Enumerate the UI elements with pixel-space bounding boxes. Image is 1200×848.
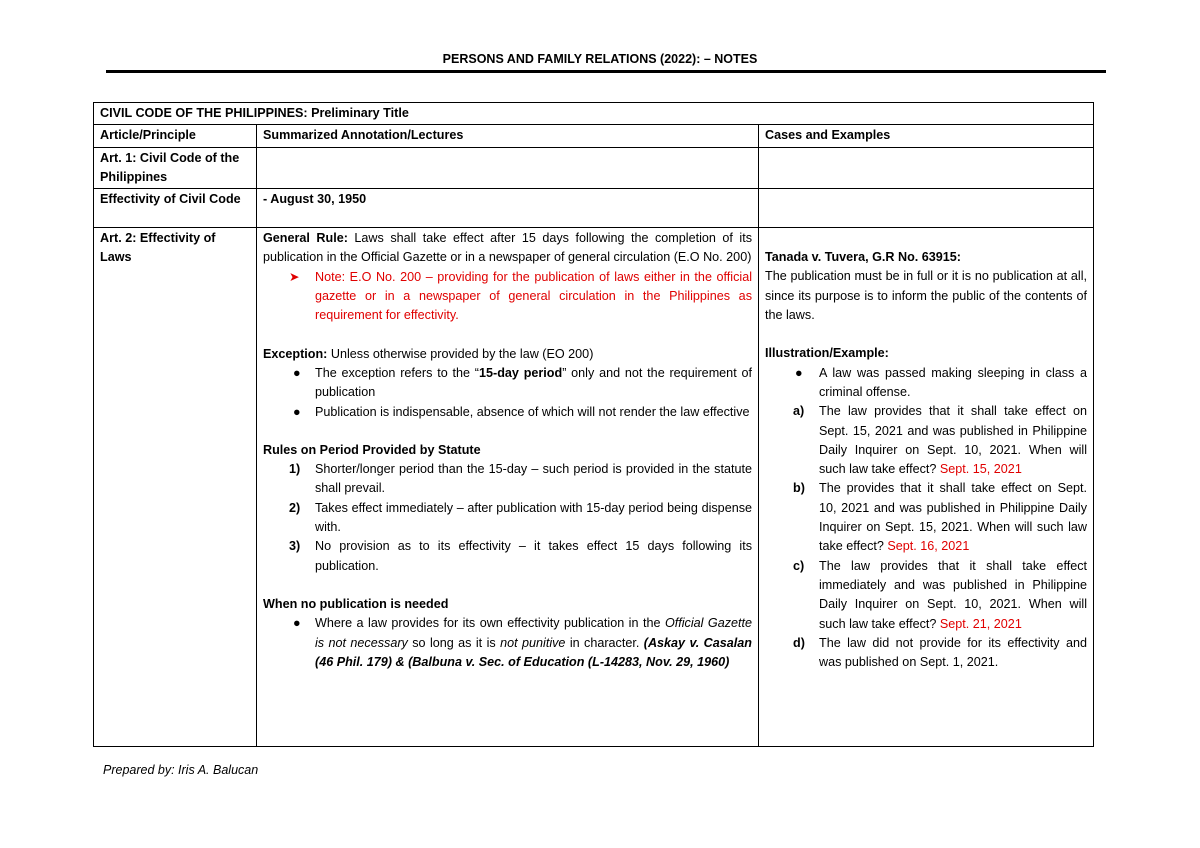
list-item: [263, 499, 752, 538]
item-text: The provides that it shall take effect on Sept. 10, 2021 and was published in Philippine Daily Inquirer on Sept. 15, 2021. When will such law take effect?: [819, 481, 1088, 554]
case-title: Tanada v. Tuvera, G.R No. 63915:: [765, 250, 961, 265]
example-answer: Sept. 21, 2021: [939, 616, 1022, 631]
row-effectivity-annotation: - August 30, 1950: [257, 189, 759, 228]
list-number: 3): [289, 539, 301, 554]
illustration-list: [765, 364, 1087, 403]
bullet-icon: ●: [293, 404, 301, 419]
general-rule-label: General Rule:: [263, 231, 348, 246]
item-text: The law provides that it shall take effect on Sept. 15, 2021 and was published in Philippine Daily Inquirer on Sept. 10, 2021. When will such law take effect?: [819, 404, 1088, 477]
list-item: [263, 364, 752, 403]
list-item: [765, 402, 1087, 479]
list-letter: b): [793, 481, 805, 496]
row-art1-annotation: [257, 147, 759, 189]
list-letter: c): [793, 558, 805, 573]
document-header: PERSONS AND FAMILY RELATIONS (2022): – NOTES: [442, 52, 758, 66]
bullet-icon: ●: [293, 365, 301, 380]
column-header-article: Article/Principle: [94, 125, 257, 147]
illustration-heading: Illustration/Example:: [765, 346, 889, 361]
column-header-cases: Cases and Examples: [759, 125, 1094, 147]
item-text: The law did not provide for its effectivity and was published on Sept. 1, 2021.: [819, 635, 1088, 670]
item-text: Takes effect immediately – after publication with 15-day period being dispense with.: [315, 500, 752, 535]
item-text: in character.: [565, 635, 644, 650]
notes-table: [93, 102, 1094, 747]
header-rule: [106, 70, 1106, 73]
item-text: Where a law provides for its own effectivity publication in the: [315, 616, 665, 631]
example-list: [765, 402, 1087, 672]
footer-prepared-by: Prepared by: Iris A. Balucan: [103, 763, 259, 777]
list-item: [765, 557, 1087, 634]
exception-label: Exception:: [263, 346, 328, 361]
arrow-bullet-icon: ➤: [289, 269, 300, 284]
item-italic-text: Official Gazette is not necessary: [315, 616, 752, 650]
case-text: The publication must be in full or it is no publication at all, since its purpose is to inform the public of the contents of the laws.: [765, 269, 1088, 323]
general-rule: [263, 229, 752, 268]
case-citation: (Askay v. Casalan (46 Phil. 179) & (Balbuna v. Sec. of Education (L-14283, Nov. 29, 1960): [315, 635, 752, 669]
exception: [263, 345, 752, 364]
table-row: [94, 147, 1094, 189]
example-answer: Sept. 16, 2021: [887, 539, 970, 554]
list-item: [765, 364, 1087, 403]
example-answer: Sept. 15, 2021: [939, 462, 1022, 477]
list-number: 2): [289, 500, 301, 515]
note-list: [263, 268, 752, 326]
list-item: [263, 537, 752, 576]
table-title: CIVIL CODE OF THE PHILIPPINES: Preliminary Title: [94, 103, 1094, 125]
item-text: The exception refers to the “: [315, 365, 479, 380]
rules-list: [263, 460, 752, 576]
list-item: [263, 403, 752, 422]
list-letter: a): [793, 404, 805, 419]
no-publication-list: [263, 614, 752, 672]
rules-heading: Rules on Period Provided by Statute: [263, 442, 481, 457]
list-item: [263, 460, 752, 499]
no-publication-heading: When no publication is needed: [263, 596, 449, 611]
exception-list: [263, 364, 752, 422]
general-rule-text: Laws shall take effect after 15 days following the completion of its publication in the Official Gazette or in a newspaper of general circulation (E.O No. 200): [263, 231, 752, 265]
list-item: [263, 268, 752, 326]
list-letter: d): [793, 635, 805, 650]
item-text: Publication is indispensable, absence of which will not render the law effective: [315, 404, 750, 419]
note-text: Note: E.O No. 200 – providing for the publication of laws either in the official gazette or in a newspaper of general circulation in the Philippines as requirement for effectivity.: [315, 269, 752, 323]
list-item: [263, 614, 752, 672]
item-text: Shorter/longer period than the 15-day – such period is provided in the statute shall prevail.: [315, 462, 752, 496]
item-text: so long as it is: [407, 635, 501, 650]
row-effectivity-cases: [759, 189, 1094, 228]
bullet-icon: ●: [795, 365, 803, 380]
item-bold-text: 15-day period: [479, 365, 563, 380]
row-art2-annotation: [257, 228, 759, 747]
item-text: The law provides that it shall take effect immediately and was published in Philippine Daily Inquirer on Sept. 10, 2021. When will such law take effect?: [819, 558, 1088, 631]
item-text: No provision as to its effectivity – it takes effect 15 days following its publication.: [315, 539, 752, 573]
exception-text: Unless otherwise provided by the law (EO 200): [327, 346, 594, 361]
table-row: [94, 228, 1094, 747]
item-text: A law was passed making sleeping in class a criminal offense.: [819, 365, 1088, 399]
item-italic-text: not punitive: [500, 635, 566, 650]
item-text: ” only and not the requirement of publication: [315, 365, 752, 400]
row-art2-article: Art. 2: Effectivity of Laws: [94, 228, 257, 747]
row-art2-cases: [759, 228, 1094, 747]
column-header-annotation: Summarized Annotation/Lectures: [257, 125, 759, 147]
list-item: [765, 634, 1087, 673]
table-row: [94, 189, 1094, 228]
list-number: 1): [289, 462, 301, 477]
bullet-icon: ●: [293, 616, 301, 631]
row-effectivity-article: Effectivity of Civil Code: [94, 189, 257, 228]
list-item: [765, 479, 1087, 556]
row-art1-article: Art. 1: Civil Code of the Philippines: [94, 147, 257, 189]
row-art1-cases: [759, 147, 1094, 189]
